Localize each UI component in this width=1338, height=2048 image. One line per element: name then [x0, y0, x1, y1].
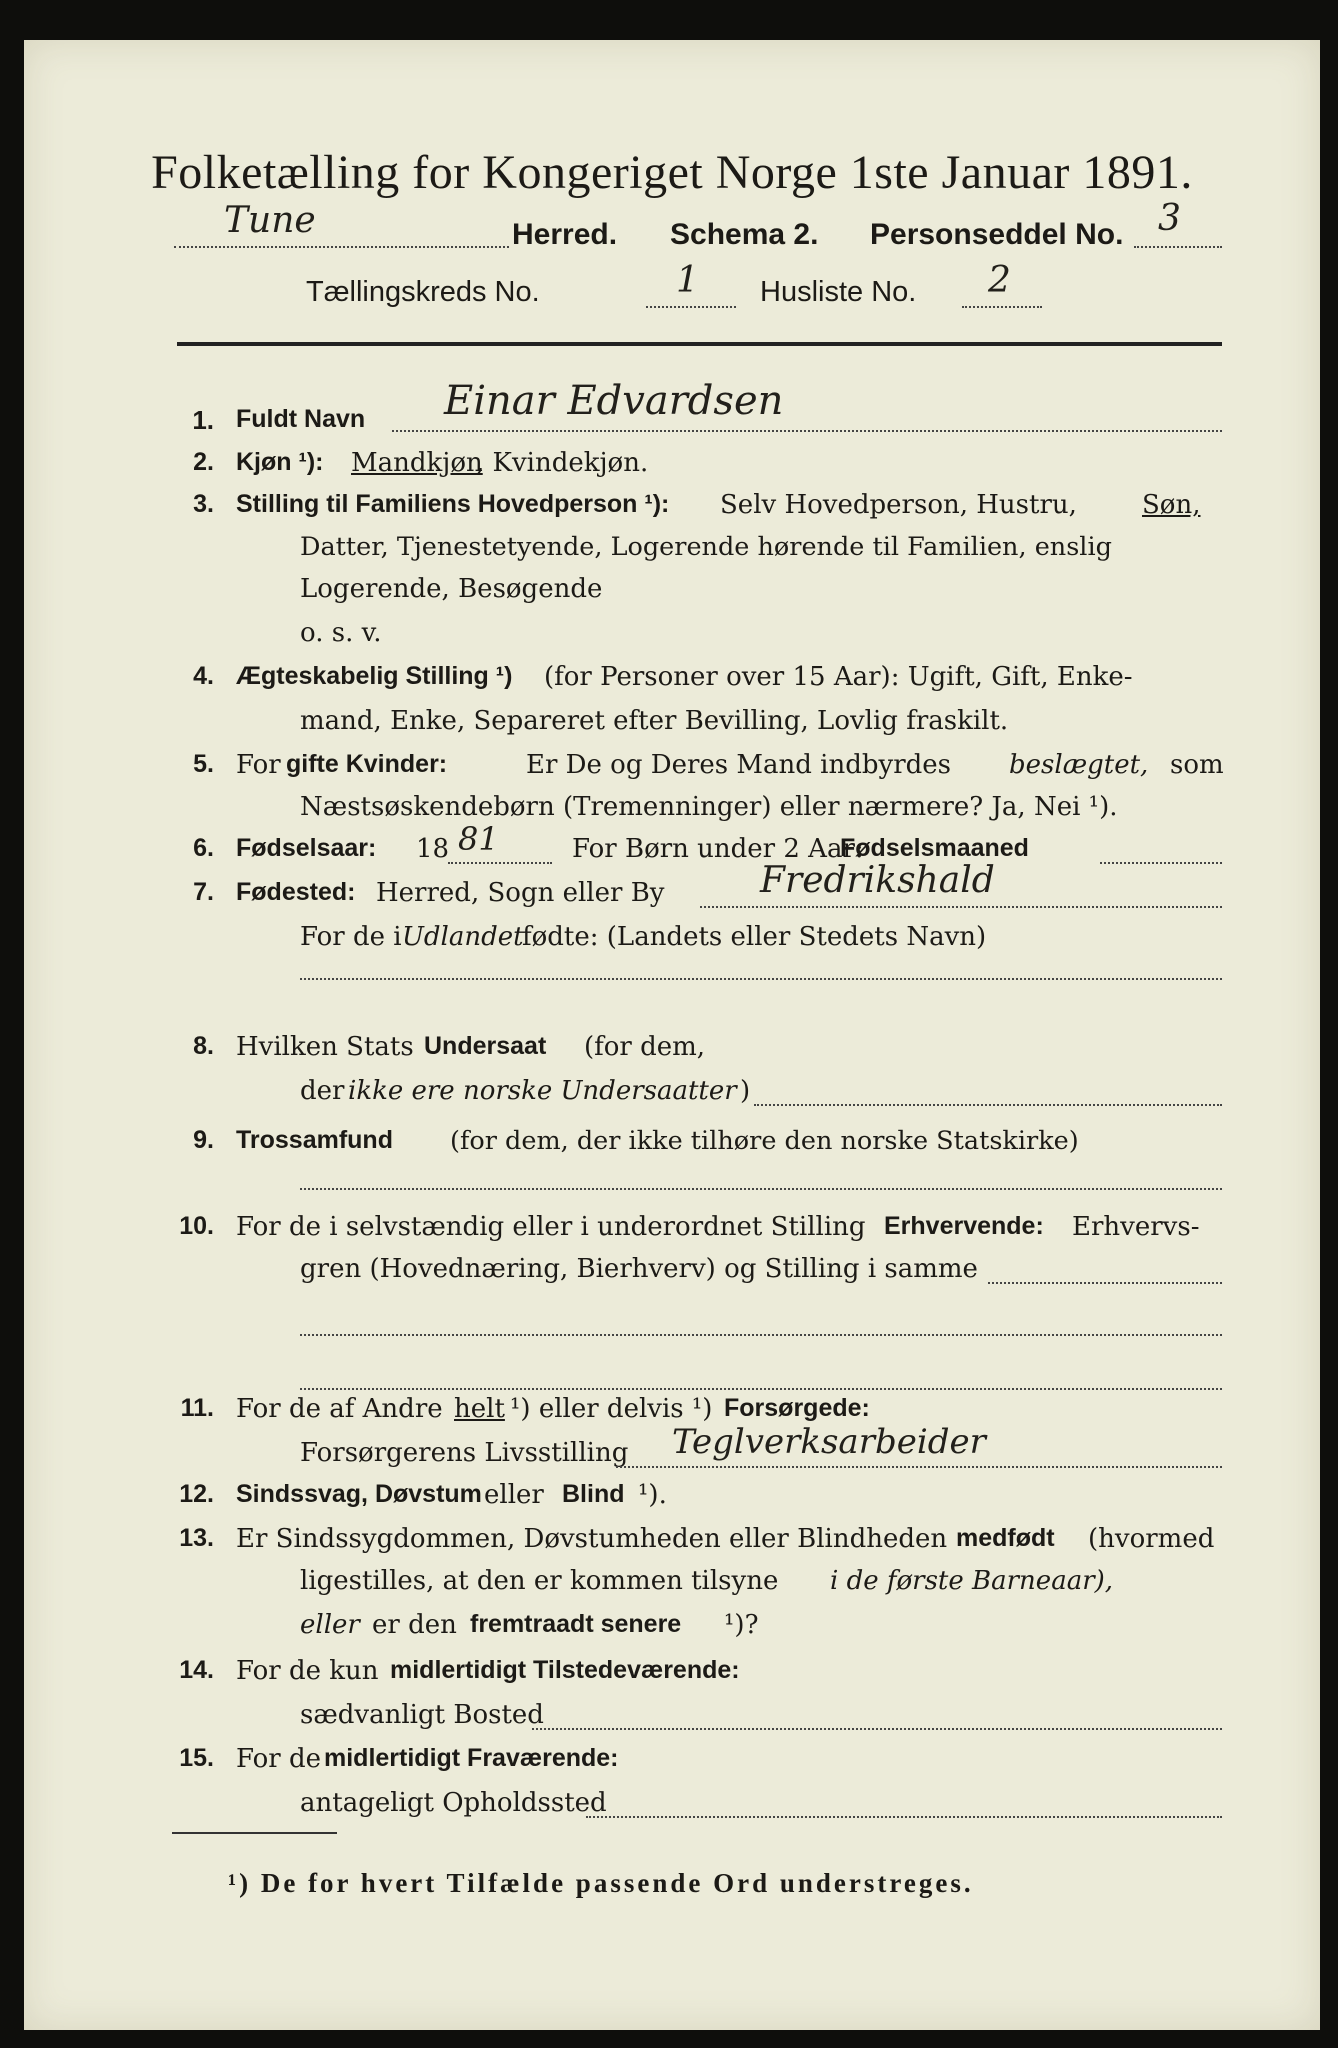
q15-fill [586, 1816, 1222, 1818]
q4-label: Ægteskabelig Stilling ¹) [236, 662, 513, 690]
q11-line2: Forsørgerens Livsstilling [300, 1438, 629, 1468]
q1-label: Fuldt Navn [236, 405, 366, 433]
q6-label: Fødselsaar: [236, 834, 377, 862]
q1-fill [392, 430, 1222, 432]
kreds-value: 1 [676, 260, 699, 301]
q7-birthplace-value: Fredrikshald [760, 860, 995, 901]
q9-fill [300, 1188, 1222, 1190]
q7-number: 7. [193, 878, 214, 906]
q10-fill [988, 1282, 1222, 1284]
q2-number: 2. [193, 448, 214, 476]
q10-line1a: For de i selvstændig eller i underordnet Stilling [236, 1212, 866, 1242]
q1-number: 1. [192, 405, 214, 435]
q3-line4: o. s. v. [300, 618, 382, 648]
q6-prefix: 18 [416, 834, 450, 864]
q7-line2a: For de i [300, 922, 402, 952]
q14-pre: For de kun [236, 1656, 379, 1686]
q7-fill [700, 906, 1222, 908]
q5-line1c: som [1170, 750, 1224, 780]
q7-line2c: fødte: (Landets eller Stedets Navn) [522, 922, 987, 952]
q1-name-value: Einar Edvardsen [444, 378, 784, 424]
q5-label: gifte Kvinder: [286, 750, 448, 778]
q12-label: Sindssvag, Døvstum [236, 1480, 482, 1508]
q8-number: 8. [193, 1032, 214, 1060]
q9-number: 9. [193, 1126, 214, 1154]
q13-line2b: i de første Barneaar), [830, 1566, 1114, 1596]
census-form-sheet [24, 40, 1320, 2030]
herred-label: Herred. [512, 218, 618, 251]
kreds-label: Tællingskreds No. [306, 276, 540, 308]
footnote-divider [172, 1832, 337, 1834]
husliste-field [962, 260, 1042, 308]
husliste-value: 2 [988, 260, 1011, 301]
q5-line2: Næstsøskendebørn (Tremenninger) eller nærmere? Ja, Nei ¹). [300, 792, 1118, 822]
q8-line2b: ikke ere norske Undersaatter [348, 1076, 737, 1106]
q2-label: Kjøn ¹): [236, 448, 324, 476]
q7-line2b: Udlandet [402, 922, 524, 952]
q5-pre: For [236, 750, 281, 780]
personseddel-value: 3 [1158, 198, 1181, 239]
q2-option-female: , Kvindekjøn. [476, 448, 649, 478]
q2-option-male: Mandkjøn [351, 448, 483, 478]
q12-mid: eller [484, 1480, 544, 1510]
q6-fill2 [1100, 862, 1222, 864]
q12-number: 12. [179, 1480, 214, 1508]
q13-label: medfødt [956, 1524, 1055, 1552]
q4-line1: (for Personer over 15 Aar): Ugift, Gift, Enke- [544, 662, 1133, 692]
q5-line1a: Er De og Deres Mand indbyrdes [526, 750, 952, 780]
q7-fill2 [300, 978, 1222, 980]
q6-fill [448, 862, 552, 864]
q8-line1b: (for dem, [584, 1032, 706, 1062]
q13-line3b: er den [372, 1610, 457, 1640]
q14-fill [532, 1728, 1222, 1730]
q13-line2a: ligestilles, at den er kommen tilsyne [300, 1566, 779, 1596]
q3-line1: Selv Hovedperson, Hustru, [720, 490, 1077, 520]
q13-line3c: ¹)? [724, 1610, 759, 1640]
q10-label: Erhvervende: [884, 1212, 1044, 1240]
q15-number: 15. [179, 1744, 214, 1772]
q11-fill [616, 1466, 1222, 1468]
q3-line2: Datter, Tjenestetyende, Logerende hørende til Familien, enslig [300, 532, 1112, 562]
q3-line3: Logerende, Besøgende [300, 574, 603, 604]
q4-line2: mand, Enke, Separeret efter Bevilling, Lovlig fraskilt. [300, 706, 1009, 736]
q11-provider-value: Teglverksarbeider [672, 1422, 986, 1462]
husliste-label: Husliste No. [760, 276, 917, 308]
q9-text: (for dem, der ikke tilhøre den norske Statskirke) [450, 1126, 1079, 1156]
q10-fill3 [300, 1388, 1222, 1390]
q10-line2: gren (Hovednæring, Bierhverv) og Stilling i samme [300, 1254, 978, 1284]
q5-number: 5. [193, 750, 214, 778]
personseddel-field [1134, 198, 1222, 248]
q12-label2: Blind [562, 1480, 625, 1508]
q3-selected-son: Søn, [1142, 490, 1201, 520]
q14-label: midlertidigt Tilstedeværende: [390, 1656, 740, 1684]
q13-line1a: Er Sindssygdommen, Døvstumheden eller Blindheden [236, 1524, 948, 1554]
q13-line1b: (hvormed [1088, 1524, 1215, 1554]
q10-fill2 [300, 1334, 1222, 1336]
q9-label: Trossamfund [236, 1126, 393, 1154]
q13-label2: fremtraadt senere [470, 1610, 682, 1638]
q12-end: ¹). [638, 1480, 667, 1510]
q6-year-value: 81 [458, 820, 499, 858]
q4-number: 4. [193, 662, 214, 690]
herred-value: Tune [224, 200, 316, 241]
q5-line1b: beslægtet, [1009, 750, 1149, 780]
q14-line2: sædvanligt Bosted [300, 1700, 544, 1730]
q8-line2c: ) [740, 1076, 751, 1106]
q11-number: 11. [180, 1394, 214, 1422]
q10-number: 10. [179, 1212, 214, 1240]
q7-text: Herred, Sogn eller By [376, 878, 665, 908]
kreds-field [646, 260, 736, 308]
q3-number: 3. [193, 490, 214, 518]
q7-label: Fødested: [236, 878, 356, 906]
q11-label: Forsørgede: [724, 1394, 870, 1422]
q15-pre: For de [236, 1744, 321, 1774]
herred-field [174, 200, 509, 248]
q8-fill [754, 1104, 1222, 1106]
q6-number: 6. [193, 834, 214, 862]
schema-label: Schema 2. [670, 218, 819, 251]
q14-number: 14. [179, 1656, 214, 1684]
header-divider [177, 342, 1222, 346]
q11-line1c: ¹) eller delvis ¹) [510, 1394, 713, 1424]
q15-line2: antageligt Opholdssted [300, 1788, 607, 1818]
q8-line2a: der [300, 1076, 345, 1106]
q10-line1b: Erhvervs- [1072, 1212, 1200, 1242]
personseddel-label: Personseddel No. [870, 218, 1124, 251]
footnote: ¹) De for hvert Tilfælde passende Ord understreges. [228, 1868, 974, 1898]
q6-mid: For Børn under 2 Aar: [572, 834, 864, 864]
q3-label: Stilling til Familiens Hovedperson ¹): [236, 490, 670, 518]
q6-label2: Fødselsmaaned [840, 834, 1029, 862]
q15-label: midlertidigt Fraværende: [324, 1744, 619, 1772]
q13-line3a: eller [300, 1610, 360, 1640]
q8-line1a: Hvilken Stats [236, 1032, 414, 1062]
q11-line1a: For de af Andre [236, 1394, 443, 1424]
q11-line1b: helt [454, 1394, 505, 1424]
q8-label: Undersaat [424, 1032, 547, 1060]
q13-number: 13. [179, 1524, 214, 1552]
form-title: Folketælling for Kongeriget Norge 1ste Januar 1891. [151, 146, 1193, 199]
